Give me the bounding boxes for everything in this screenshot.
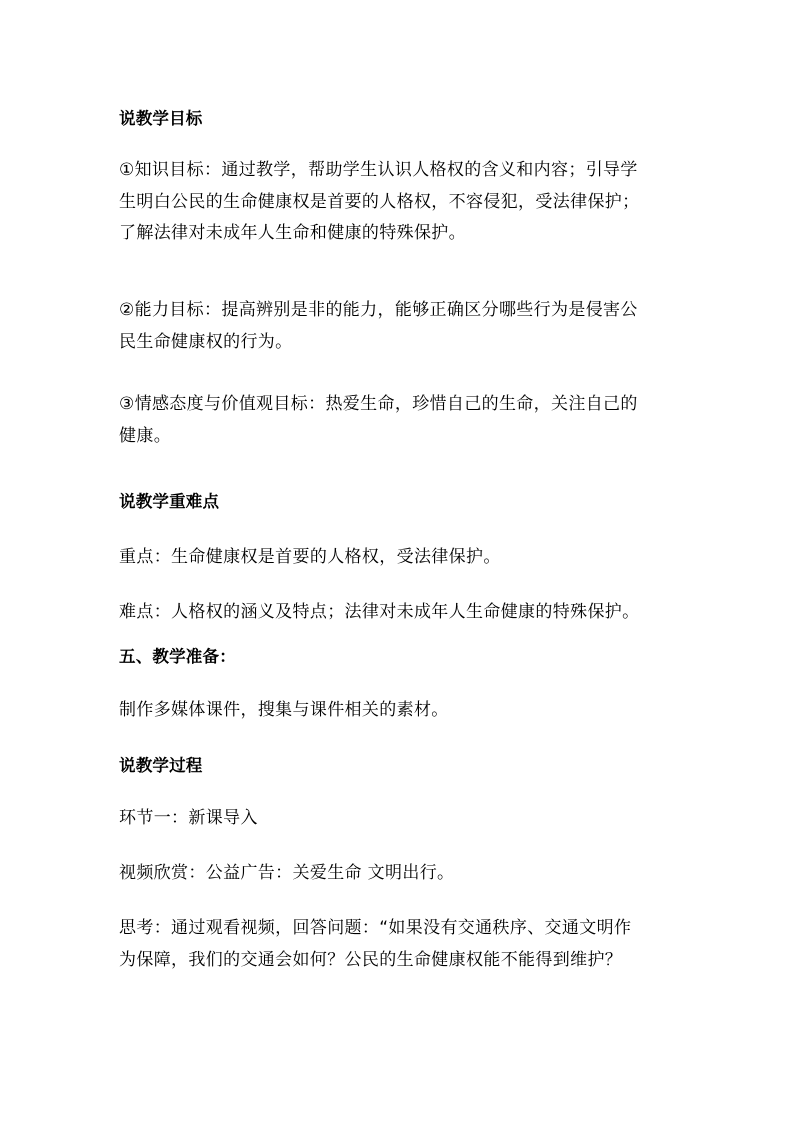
objectives-heading: 说教学目标 — [119, 109, 203, 128]
preparation-text: 制作多媒体课件，搜集与课件相关的素材。 — [119, 700, 449, 720]
keypoint-difficulty: 难点：人格权的涵义及特点；法律对未成年人生命健康的特殊保护。 — [119, 602, 640, 622]
process-video: 视频欣赏：公益广告：关爱生命 文明出行。 — [119, 863, 455, 883]
objective-knowledge: ①知识目标：通过教学，帮助学生认识人格权的含义和内容；引导学 生明白公民的生命健康权是首要的人格权，不容侵犯，受法律保护； 了解法律对未成年人生命和健康的特殊保护。 — [119, 160, 640, 243]
process-think: 思考：通过观看视频，回答问题：“如果没有交通秩序、交通文明作 为保障，我们的交通会如何？公民的生命健康权能不能得到维护？ — [119, 918, 632, 970]
keypoints-heading: 说教学重难点 — [119, 492, 220, 511]
preparation-heading: 五、教学准备： — [119, 647, 236, 666]
objective-ability: ②能力目标：提高辨别是非的能力，能够正确区分哪些行为是侵害公 民生命健康权的行为。 — [119, 300, 638, 352]
keypoint-focus: 重点：生命健康权是首要的人格权，受法律保护。 — [119, 547, 501, 567]
process-step1: 环节一：新课导入 — [119, 808, 258, 828]
document-page — [119, 0, 685, 1123]
objective-emotion: ③情感态度与价值观目标：热爱生命，珍惜自己的生命，关注自己的 健康。 — [119, 394, 638, 446]
process-heading: 说教学过程 — [119, 756, 203, 775]
